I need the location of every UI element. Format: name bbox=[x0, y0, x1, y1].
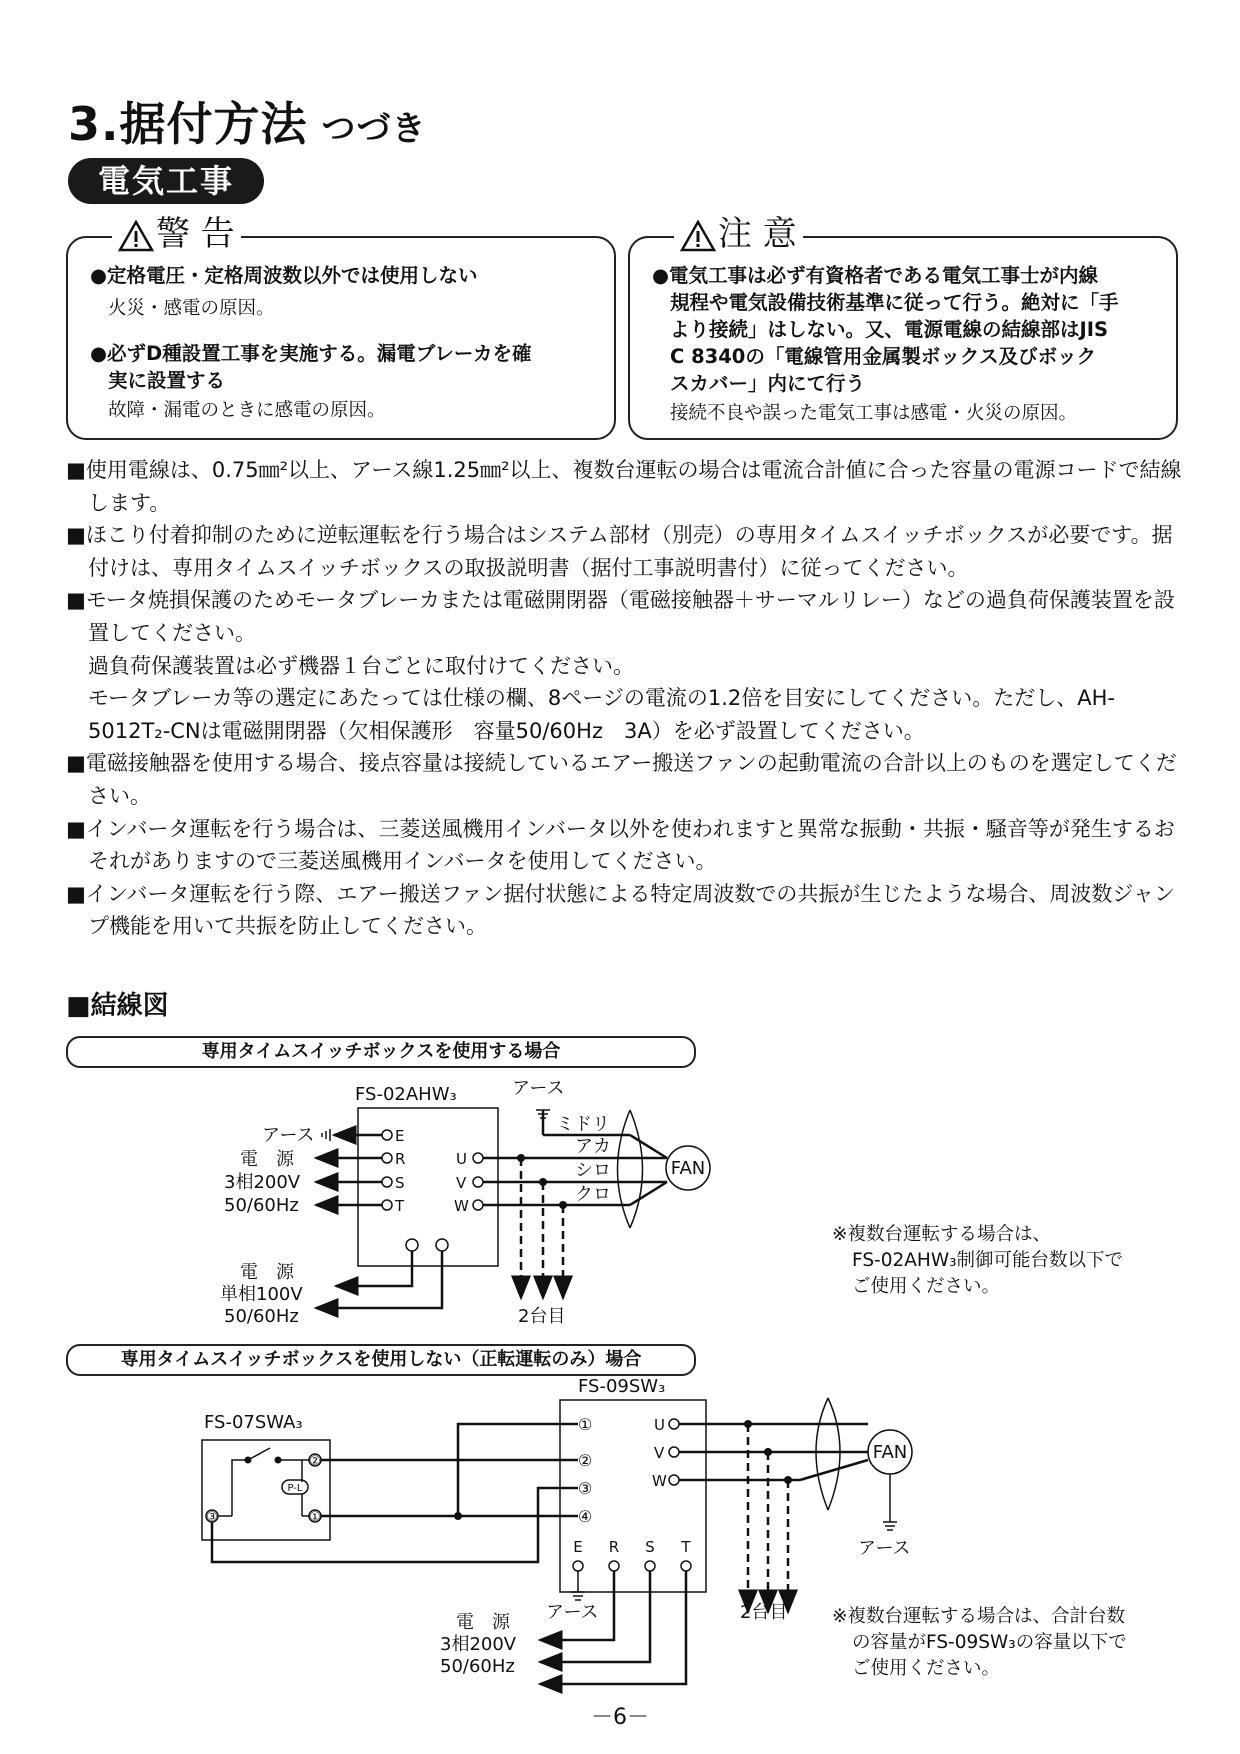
section-label: 電気工事 bbox=[68, 158, 264, 204]
d1-out-w-label: W bbox=[454, 1197, 469, 1215]
d1-power3-label-2: 3相200V bbox=[224, 1172, 301, 1193]
caution-heading: 注 意 bbox=[674, 212, 803, 256]
d2-in-1-label: ① bbox=[577, 1415, 593, 1434]
d1-wire-white-label: シロ bbox=[575, 1160, 611, 1181]
d1-clamp-right bbox=[618, 1110, 631, 1228]
d2-clamp-right bbox=[816, 1398, 828, 1510]
d2-in-3-label: ③ bbox=[577, 1479, 593, 1498]
body-paragraph-4: ■電磁接触器を使用する場合、接点容量は接続しているエアー搬送ファンの起動電流の合計以上のものを選定してください。 bbox=[66, 751, 1177, 808]
d2-out-u-label: U bbox=[654, 1416, 665, 1434]
d2-fan-earth-label: アース bbox=[858, 1538, 911, 1559]
d1-wire-black-bend bbox=[630, 1182, 667, 1205]
page-number: －6－ bbox=[591, 1705, 649, 1730]
d2-sw-term-1-label: ① bbox=[309, 1510, 321, 1525]
caution-line-2: 規程や電気設備技術基準に従って行う。絶対に「手 bbox=[670, 291, 1119, 314]
caution-line-1: ●電気工事は必ず有資格者である電気工事士が内線 bbox=[652, 264, 1099, 287]
d1-wire-black-label: クロ bbox=[575, 1184, 611, 1205]
d2-note-line-1: ※複数台運転する場合は、合計台数 bbox=[832, 1606, 1126, 1627]
d1-power3-label-1: 電 源 bbox=[240, 1149, 294, 1170]
d2-wire-w-bend bbox=[800, 1460, 868, 1480]
d2-pl-label: P-L bbox=[287, 1483, 303, 1494]
d2-switch-contact-2 bbox=[275, 1457, 282, 1464]
d2-power-label-1: 電 源 bbox=[456, 1612, 510, 1633]
diagram1 bbox=[316, 1108, 710, 1308]
body-paragraph-5: ■インバータ運転を行う場合は、三菱送風機用インバータ以外を使われますと異常な振動・共振・騒音等が発生するおそれがありますので三菱送風機用インバータを使用してください。 bbox=[66, 816, 1175, 874]
caution-cause: 接続不良や誤った電気工事は感電・火災の原因。 bbox=[670, 403, 1078, 424]
d2-out-v-label: V bbox=[654, 1444, 665, 1462]
d2-wire-in-3 bbox=[212, 1488, 578, 1562]
d2-out-v bbox=[669, 1447, 679, 1457]
warning-cause-1: 火災・感電の原因。 bbox=[108, 298, 275, 319]
d1-second-label: 2台目 bbox=[518, 1306, 566, 1327]
d2-power-label-3: 50/60Hz bbox=[440, 1656, 515, 1677]
d2-switch-label: FS-07SWA₃ bbox=[204, 1412, 303, 1433]
d1-note-line-3: ご使用ください。 bbox=[852, 1276, 1001, 1297]
d2-sw-term-3-label: ③ bbox=[206, 1510, 218, 1525]
d1-single-term-1 bbox=[406, 1239, 418, 1251]
d2-term-t bbox=[681, 1561, 691, 1571]
d2-note-line-2: の容量がFS-09SW₃の容量以下で bbox=[852, 1632, 1127, 1653]
d1-earth-left-icon bbox=[322, 1129, 330, 1141]
d2-note-line-3: ご使用ください。 bbox=[852, 1658, 1001, 1679]
d1-earth-left-label: アース bbox=[262, 1125, 315, 1146]
d2-switch-blade bbox=[248, 1448, 270, 1460]
d2-in-2-label: ② bbox=[577, 1451, 593, 1470]
body-paragraph-1: ■使用電線は、0.75㎜²以上、アース線1.25㎜²以上、複数台運転の場合は電流合計値に合った容量の電源コードで結線します。 bbox=[66, 458, 1182, 515]
d2-box-earth-icon bbox=[571, 1592, 585, 1600]
d2-clamp-left bbox=[828, 1398, 840, 1510]
d2-junction-in bbox=[454, 1512, 462, 1520]
d1-out-u bbox=[473, 1153, 483, 1163]
d1-term-s bbox=[382, 1177, 392, 1187]
caution-line-3: より接続」はしない。又、電源電線の結線部はJIS bbox=[670, 318, 1109, 341]
diagram2 bbox=[202, 1398, 912, 1684]
d2-out-w-label: W bbox=[652, 1472, 667, 1490]
d2-sw-term-2-label: ② bbox=[309, 1454, 321, 1469]
d1-earth-top-label: アース bbox=[512, 1078, 565, 1099]
d2-fan-label: FAN bbox=[872, 1442, 908, 1463]
d1-note-line-2: FS-02AHW₃制御可能台数以下で bbox=[852, 1250, 1124, 1271]
warning-item-2-line-2: 実に設置する bbox=[108, 369, 226, 392]
d2-term-s-label: S bbox=[645, 1538, 655, 1556]
caution-line-5: スカバー」内にて行う bbox=[670, 372, 866, 395]
d1-term-r bbox=[382, 1153, 392, 1163]
d1-single-term-2 bbox=[436, 1239, 448, 1251]
d1-power1-label-3: 50/60Hz bbox=[224, 1306, 299, 1327]
caution-line-4: C 8340の「電線管用金属製ボックス及びボック bbox=[670, 345, 1097, 368]
d2-power-label-2: 3相200V bbox=[440, 1634, 517, 1655]
d2-term-e bbox=[573, 1561, 583, 1571]
d1-wire-green-bend bbox=[630, 1135, 667, 1158]
d2-in-4-label: ④ bbox=[577, 1507, 593, 1526]
d1-power3-label-3: 50/60Hz bbox=[224, 1195, 299, 1216]
body-paragraph-3-cont-2: モータブレーカ等の選定にあたっては仕様の欄、8ページの電流の1.2倍を目安にしてください。ただし、AH-5012T₂-CNは電磁開閉器（欠相保護形 容量50/60Hz 3A）を必ず設置してください。 bbox=[88, 686, 1115, 743]
d2-box-label: FS-09SW₃ bbox=[578, 1376, 666, 1397]
d1-out-v-label: V bbox=[456, 1174, 467, 1192]
d1-fan-label: FAN bbox=[670, 1158, 706, 1179]
d1-wire-green-label: ミドリ bbox=[556, 1114, 610, 1135]
d1-single-wire-2 bbox=[316, 1251, 442, 1308]
body-paragraph-3: ■モータ焼損保護のためモータブレーカまたは電磁開閉器（電磁接触器＋サーマルリレー）などの過負荷保護装置を設置してください。 bbox=[66, 588, 1175, 645]
d1-term-e bbox=[382, 1130, 392, 1140]
wiring-heading: ■結線図 bbox=[66, 991, 169, 1021]
diagram1-caption: 専用タイムスイッチボックスを使用する場合 bbox=[66, 1036, 696, 1068]
d1-out-w bbox=[473, 1200, 483, 1210]
d2-term-r bbox=[609, 1561, 619, 1571]
d1-clamp-left bbox=[630, 1110, 643, 1228]
diagram2-caption: 専用タイムスイッチボックスを使用しない（正転運転のみ）場合 bbox=[66, 1344, 696, 1376]
d2-fan-earth-icon bbox=[883, 1522, 897, 1530]
warning-item-2-line-1: ●必ずD種設置工事を実施する。漏電ブレーカを確 bbox=[90, 342, 532, 365]
warning-cause-2: 故障・漏電のときに感電の原因。 bbox=[108, 400, 386, 421]
d1-term-t bbox=[382, 1200, 392, 1210]
warning-item-1: ●定格電圧・定格周波数以外では使用しない bbox=[90, 264, 478, 287]
d1-note-line-1: ※複数台運転する場合は、 bbox=[832, 1224, 1052, 1245]
d1-out-u-label: U bbox=[456, 1150, 467, 1168]
d1-power1-label-1: 電 源 bbox=[240, 1262, 294, 1283]
d2-out-w bbox=[669, 1475, 679, 1485]
title-sub: つづき bbox=[321, 109, 427, 149]
d2-term-r-label: R bbox=[608, 1538, 620, 1556]
d2-term-t-label: T bbox=[681, 1538, 691, 1556]
body-paragraph-6: ■インバータ運転を行う際、エアー搬送ファン据付状態による特定周波数での共振が生じたような場合、周波数ジャンプ機能を用いて共振を防止してください。 bbox=[66, 881, 1175, 939]
d1-wire-red-label: アカ bbox=[575, 1136, 611, 1157]
title-main: 3.据付方法 bbox=[68, 97, 308, 151]
body-paragraph-3-cont-1: 過負荷保護装置は必ず機器１台ごとに取付けてください。 bbox=[88, 653, 634, 678]
d1-term-r-label: R bbox=[395, 1150, 406, 1168]
body-paragraph-2: ■ほこり付着抑制のために逆転運転を行う場合はシステム部材（別売）の専用タイムスイッチボックスが必要です。据付けは、専用タイムスイッチボックスの取扱説明書（据付工事説明書付）に従ってください。 bbox=[66, 523, 1173, 580]
d2-second-label: 2台目 bbox=[740, 1602, 788, 1623]
d2-switch-internal bbox=[218, 1448, 309, 1516]
d2-switch-contact-1 bbox=[245, 1457, 252, 1464]
d1-box-label: FS-02AHW₃ bbox=[355, 1084, 457, 1105]
d2-box-earth-label: アース bbox=[546, 1602, 599, 1623]
d1-out-v bbox=[473, 1177, 483, 1187]
d1-single-wire-1 bbox=[336, 1251, 412, 1286]
d2-term-e-label: E bbox=[573, 1538, 583, 1556]
warning-heading: 警 告 bbox=[112, 212, 241, 256]
d1-power1-label-2: 単相100V bbox=[220, 1284, 303, 1305]
d1-term-s-label: S bbox=[395, 1174, 405, 1192]
d1-term-e-label: E bbox=[395, 1127, 405, 1145]
d2-term-s bbox=[645, 1561, 655, 1571]
d2-out-u bbox=[669, 1419, 679, 1429]
d1-term-t-label: T bbox=[395, 1197, 405, 1215]
